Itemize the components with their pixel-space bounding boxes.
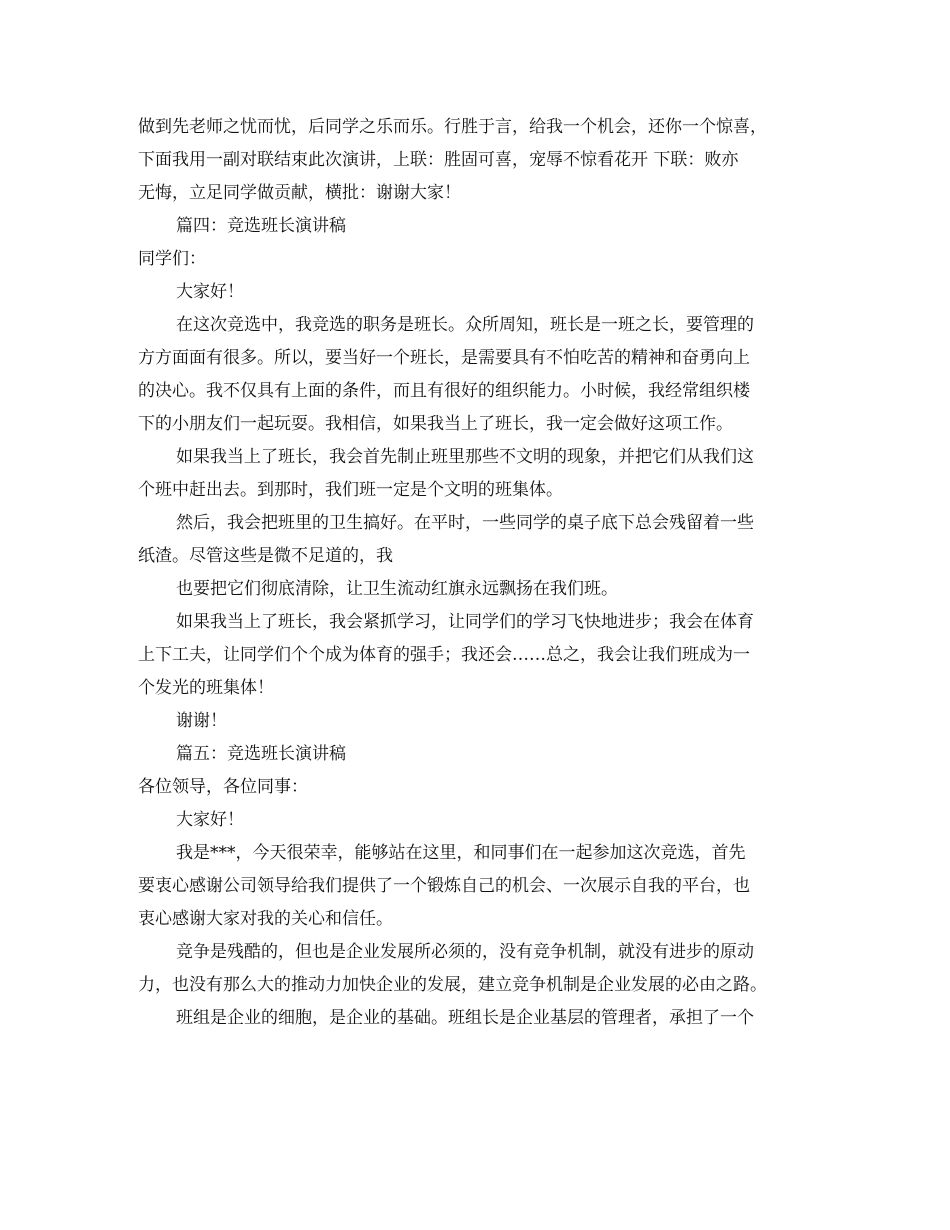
text-line: 各位领导，各位同事： [138,777,308,797]
document-body [138,111,818,1035]
text-line: 也要把它们彻底清除，让卫生流动红旗永远飘扬在我们班。 [176,579,618,599]
text-line: 篇五：竞选班长演讲稿 [176,744,346,764]
text-line: 大家好！ [176,282,244,302]
text-line: 的决心。我不仅具有上面的条件，而且有很好的组织能力。小时候，我经常组织楼 [138,381,750,401]
text-line: 在这次竞选中，我竞选的职务是班长。众所周知，班长是一班之长，要管理的 [176,315,754,335]
text-line: 个发光的班集体！ [138,678,274,698]
text-line: 然后，我会把班里的卫生搞好。在平时，一些同学的桌子底下总会残留着一些 [176,513,754,533]
text-line: 衷心感谢大家对我的关心和信任。 [138,909,393,929]
text-line: 如果我当上了班长，我会紧抓学习，让同学们的学习飞快地进步；我会在体育 [176,612,754,632]
text-line: 做到先老师之忧而忧，后同学之乐而乐。行胜于言，给我一个机会，还你一个惊喜， [138,117,767,137]
text-line: 我是***，今天很荣幸，能够站在这里，和同事们在一起参加这次竞选，首先 [176,843,746,863]
text-line: 上下工夫，让同学们个个成为体育的强手；我还会……总之，我会让我们班成为一 [138,645,750,665]
text-line: 篇四：竞选班长演讲稿 [176,216,346,236]
text-line: 下面我用一副对联结束此次演讲，上联：胜固可喜，宠辱不惊看花开 下联：败亦 [138,150,739,170]
text-line: 个班中赶出去。到那时，我们班一定是个文明的班集体。 [138,480,563,500]
text-line: 同学们： [138,249,206,269]
text-line: 无悔，立足同学做贡献，横批：谢谢大家！ [138,183,461,203]
text-line: 下的小朋友们一起玩耍。我相信，如果我当上了班长，我一定会做好这项工作。 [138,414,733,434]
text-line: 谢谢！ [176,711,227,731]
text-line: 班组是企业的细胞，是企业的基础。班组长是企业基层的管理者，承担了一个 [176,1008,754,1028]
text-line: 纸渣。尽管这些是微不足道的，我 [138,546,393,566]
text-line: 竞争是残酷的，但也是企业发展所必须的，没有竞争机制，就没有进步的原动 [176,942,754,962]
text-line: 如果我当上了班长，我会首先制止班里那些不文明的现象，并把它们从我们这 [176,447,754,467]
text-line: 方方面面有很多。所以，要当好一个班长，是需要具有不怕吃苦的精神和奋勇向上 [138,348,750,368]
text-line: 要衷心感谢公司领导给我们提供了一个锻炼自己的机会、一次展示自我的平台，也 [138,876,750,896]
text-line: 力，也没有那么大的推动力加快企业的发展，建立竞争机制是企业发展的必由之路。 [138,975,767,995]
text-line: 大家好！ [176,810,244,830]
